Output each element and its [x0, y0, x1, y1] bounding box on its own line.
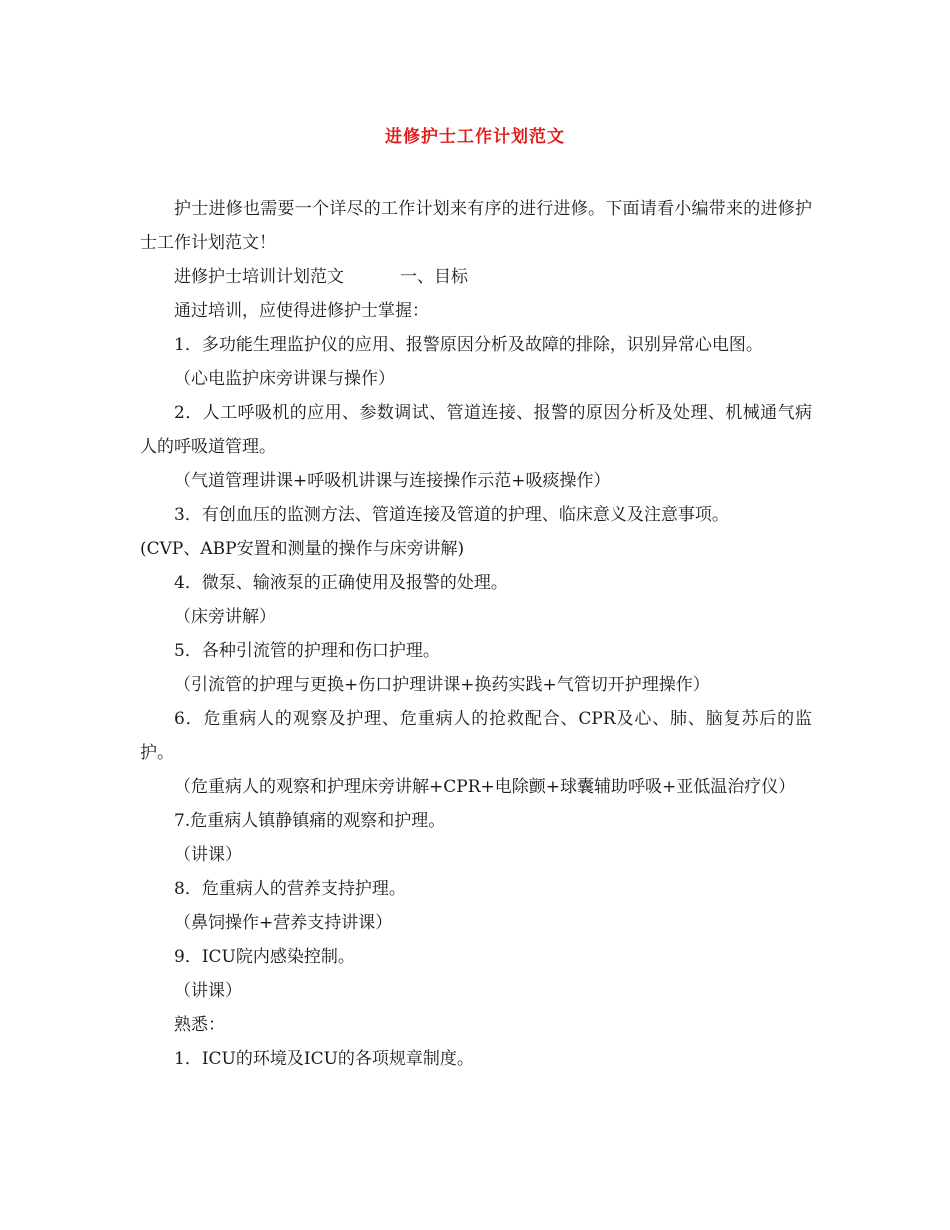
list-item-note: （危重病人的观察和护理床旁讲解+CPR+电除颤+球囊辅助呼吸+亚低温治疗仪） [174, 777, 796, 797]
intro-paragraph: 护士进修也需要一个详尽的工作计划来有序的进行进修。下面请看小编带来的进修护士工作计划范文！ [140, 199, 812, 253]
list-item: 1．多功能生理监护仪的应用、报警原因分析及故障的排除，识别异常心电图。 [174, 335, 763, 355]
section-heading-right: 一、目标 [400, 267, 468, 287]
list-item: 4．微泵、输液泵的正确使用及报警的处理。 [174, 573, 508, 593]
list-item: 5．各种引流管的护理和伤口护理。 [174, 641, 440, 661]
list-item-note: （心电监护床旁讲课与操作） [174, 369, 395, 389]
list-item: 2．人工呼吸机的应用、参数调试、管道连接、报警的原因分析及处理、机械通气病人的呼吸道管理。 [140, 403, 812, 457]
list-item-note: (CVP、ABP安置和测量的操作与床旁讲解) [140, 539, 465, 559]
list-item-note: （气道管理讲课+呼吸机讲课与连接操作示范+吸痰操作） [174, 471, 611, 491]
list-item-note: （讲课） [174, 981, 242, 1001]
list-item: 3．有创血压的监测方法、管道连接及管道的护理、临床意义及注意事项。 [174, 505, 729, 525]
list-item: 8．危重病人的营养支持护理。 [174, 879, 406, 899]
section-heading-left: 进修护士培训计划范文 [174, 267, 344, 287]
list-item: 7.危重病人镇静镇痛的观察和护理。 [174, 811, 446, 831]
list-item-note: （鼻饲操作+营养支持讲课） [174, 913, 393, 933]
paragraph: 通过培训，应使得进修护士掌握： [174, 301, 429, 321]
section-heading-line [140, 260, 812, 294]
list-item-note: （讲课） [174, 845, 242, 865]
list-item: 1．ICU的环境及ICU的各项规章制度。 [174, 1049, 474, 1069]
list-item: 9．ICU院内感染控制。 [174, 947, 355, 967]
document-body [140, 192, 812, 1076]
list-item-note: （床旁讲解） [174, 607, 276, 627]
subheading: 熟悉： [174, 1015, 225, 1035]
list-item-note: （引流管的护理与更换+伤口护理讲课+换药实践+气管切开护理操作） [174, 675, 710, 695]
document-title: 进修护士工作计划范文 [385, 127, 565, 147]
list-item: 6．危重病人的观察及护理、危重病人的抢救配合、CPR及心、肺、脑复苏后的监护。 [140, 709, 812, 763]
